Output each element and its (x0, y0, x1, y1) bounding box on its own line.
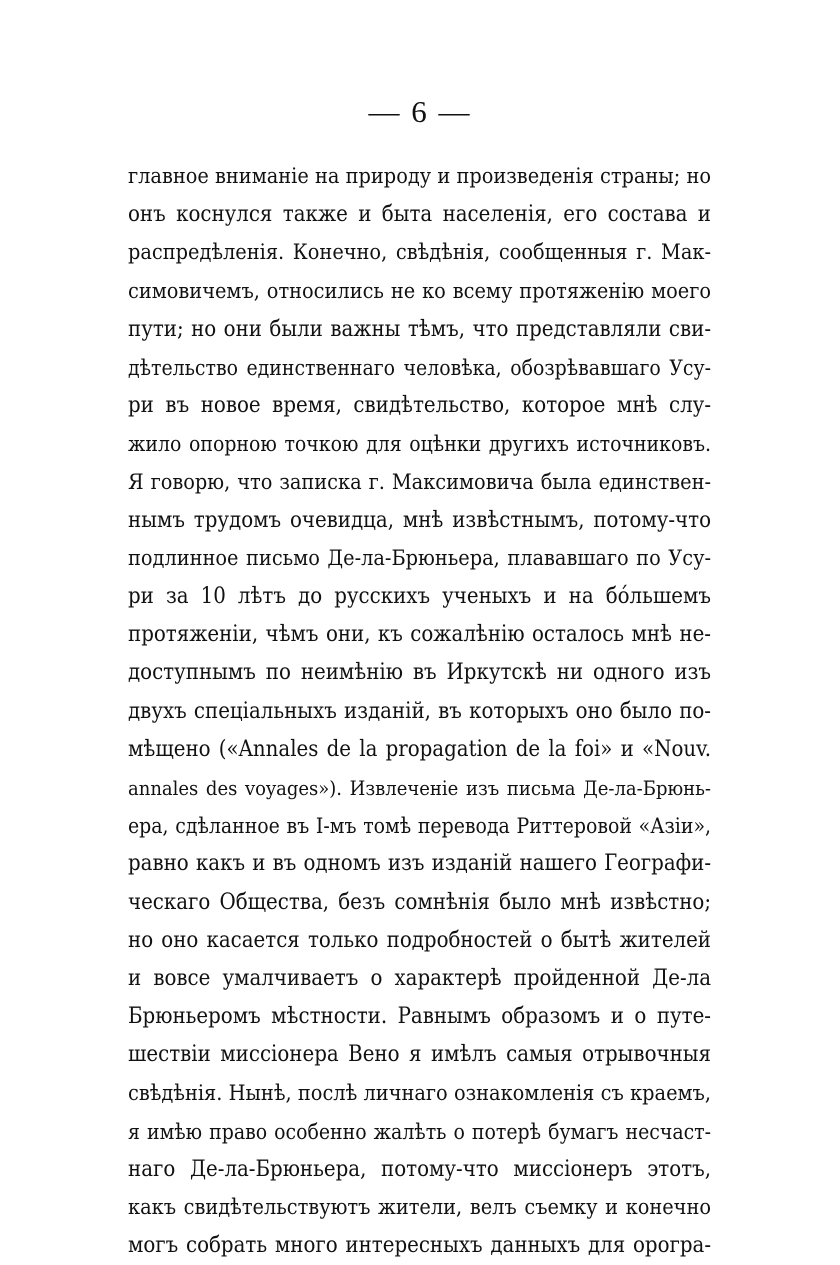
text-line: подлинное письмо Де-ла-Брюньера, плававшаго по Усу- (128, 545, 711, 571)
text-line: но оно касается только подробностей о бытѣ жителей (128, 927, 711, 953)
text-line: жило опорною точкою для оцѣнки другихъ источниковъ. (128, 432, 711, 457)
text-line: мѣщено («Annales de la propagation de la foi» и «Nouv. (128, 736, 711, 762)
text-line: симовичемъ, относились не ко всему протяженію моего (128, 278, 711, 304)
text-line: равно какъ и въ одномъ изъ изданій нашего Географи- (128, 851, 711, 877)
text-line: свѣдѣнія. Нынѣ, послѣ личнаго ознакомленія съ краемъ, (128, 1080, 711, 1106)
text-line: дѣтельство единственнаго человѣка, обозрѣвавшаго Усу- (128, 355, 711, 380)
text-line: ческаго Общества, безъ сомнѣнія было мнѣ извѣстно; (128, 889, 711, 915)
text-line: онъ коснулся также и быта населенія, его состава и (128, 202, 711, 228)
text-line: двухъ спеціальныхъ изданій, въ которыхъ оно было по- (128, 698, 711, 724)
text-line: пути; но они были важны тѣмъ, что представляли сви- (128, 316, 711, 342)
text-line: и вовсе умалчиваетъ о характерѣ пройденной Де-ла (128, 965, 711, 991)
text-line: какъ свидѣтельствуютъ жители, велъ съемку и конечно (128, 1195, 711, 1221)
text-line: доступнымъ по неимѣнію въ Иркутскѣ ни одного изъ (128, 660, 711, 686)
text-line: ри въ новое время, свидѣтельство, которое мнѣ слу- (128, 393, 711, 419)
page-number: — 6 — (368, 94, 472, 129)
text-line: протяженіи, чѣмъ они, къ сожалѣнію осталось мнѣ не- (128, 622, 711, 648)
text-line: annales des voyages»). Извлеченіе изъ письма Де-ла-Брюнь- (128, 776, 711, 800)
text-line: я имѣю право особенно жалѣть о потерѣ бумагъ несчаст- (128, 1119, 711, 1144)
text-line: наго Де-ла-Брюньера, потому-что миссіонеръ этотъ, (128, 1156, 711, 1182)
text-line: шествіи миссіонера Вено я имѣлъ самыя отрывочныя (128, 1042, 711, 1068)
text-line: главное вниманіе на природу и произведенія страны; но (128, 164, 711, 189)
text-line: ри за 10 лѣтъ до русскихъ ученыхъ и на бо́льшемъ (128, 584, 711, 610)
text-line: Я говорю, что записка г. Максимовича была единствен- (128, 469, 711, 495)
text-line: могъ собрать много интересныхъ данныхъ для орогра- (128, 1233, 711, 1259)
body-text (128, 158, 711, 1265)
text-line: ера, сдѣланное въ I-мъ томѣ перевода Риттеровой «Азіи», (128, 814, 711, 839)
text-line: распредѣленія. Конечно, свѣдѣнія, сообщенныя г. Мак- (128, 240, 711, 266)
text-line: Брюньеромъ мѣстности. Равнымъ образомъ и о путе- (128, 1004, 711, 1030)
text-line: нымъ трудомъ очевидца, мнѣ извѣстнымъ, потому-что (128, 507, 711, 533)
